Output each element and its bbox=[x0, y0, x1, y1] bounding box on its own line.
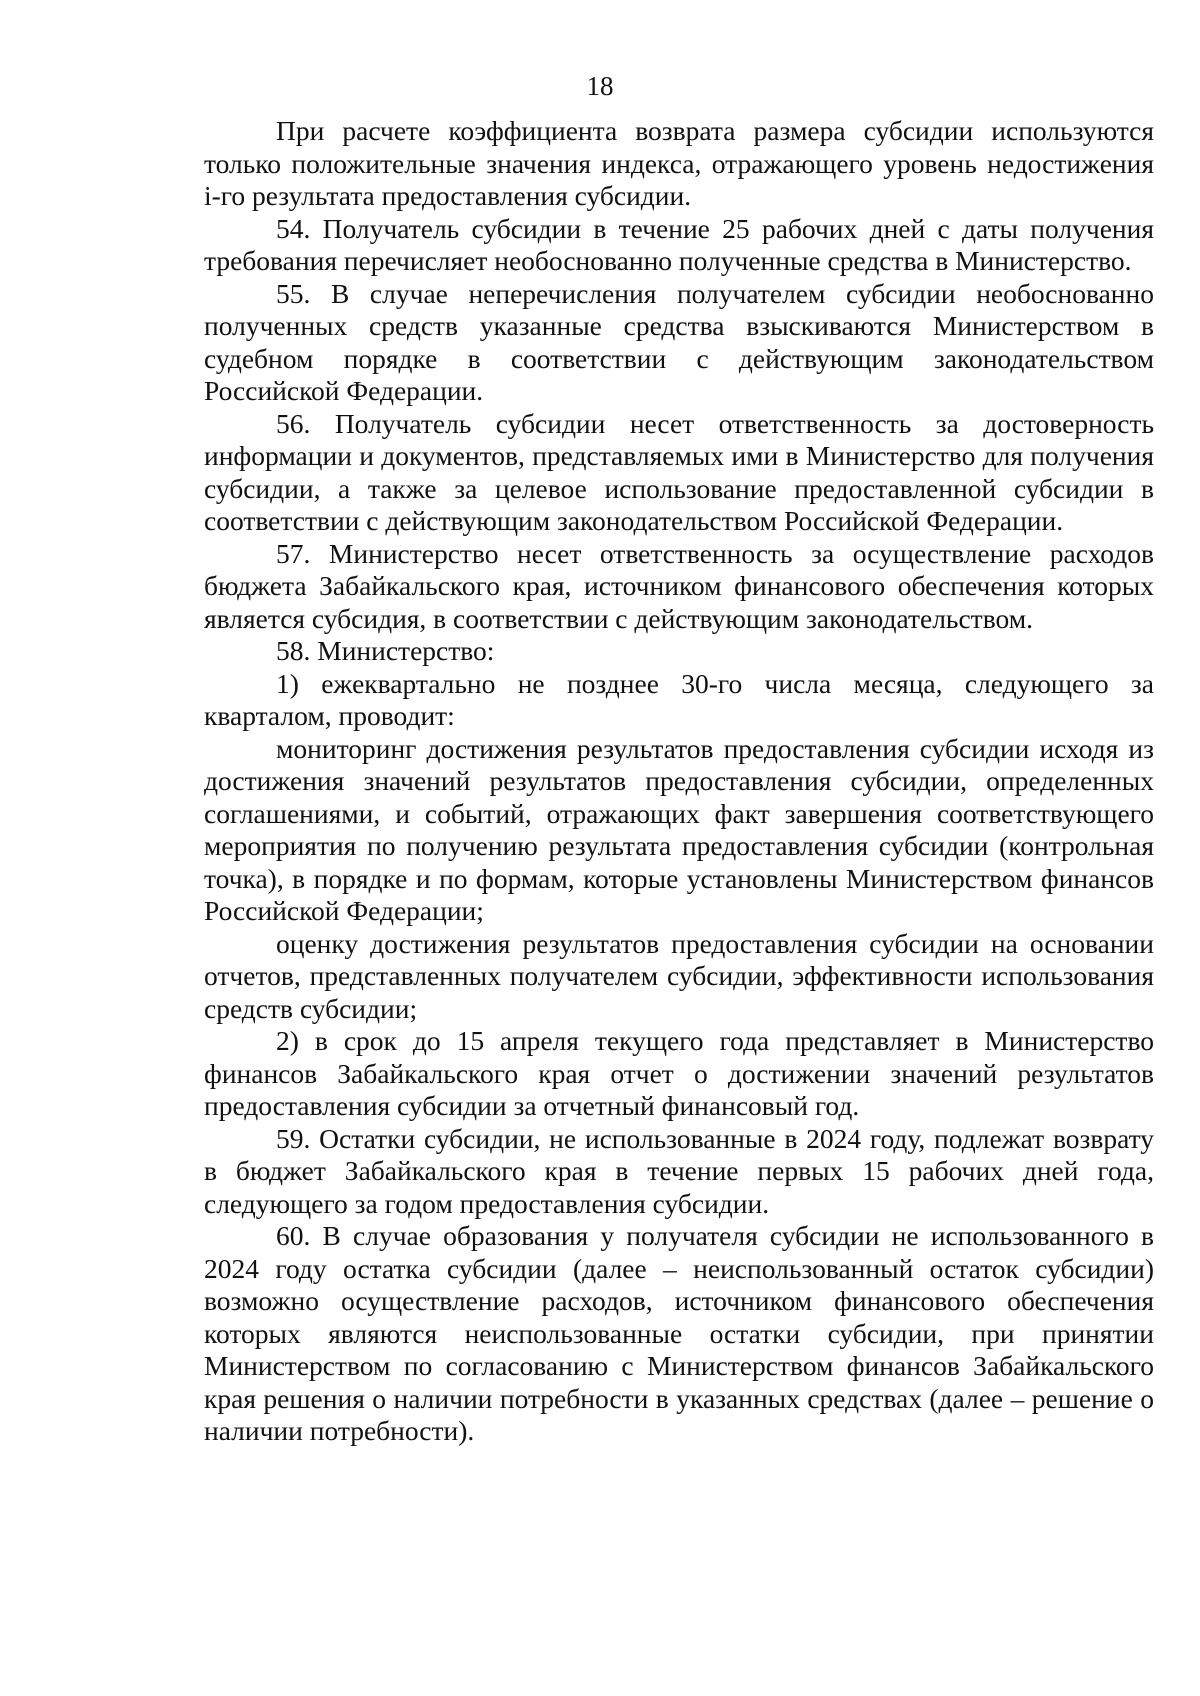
paragraph-58: 58. Министерство: bbox=[276, 635, 495, 666]
paragraph-58-item-2: 2) в срок до 15 апреля текущего года представляет в Министерство финансов Забайкальского края отчет о достижении значений результатов предоставления субсидии за отчетный финансовый год. bbox=[204, 1025, 1154, 1121]
paragraph-54: 54. Получатель субсидии в течение 25 рабочих дней с даты получения требования перечисляет необоснованно полученные средства в Министерство. bbox=[204, 212, 1154, 276]
document-body bbox=[204, 115, 1154, 1448]
paragraph-57: 57. Министерство несет ответственность за осуществление расходов бюджета Забайкальского края, источником финансового обеспечения которых является субсидия, в соответствии с действующим законодательством. bbox=[204, 537, 1154, 634]
paragraph-60: 60. В случае образования у получателя субсидии не использованного в 2024 году остатка субсидии (далее – неиспользованный остаток субсидии) возможно осуществление расходов, источником финансового обеспечения которых являются неиспользованные остатки субсидии, при принятии Министерством по согласованию с Министерством финансов Забайкальского края решения о наличии потребности в указанных средствах (далее – решение о наличии потребности). bbox=[204, 1220, 1154, 1446]
paragraph-assessment: оценку достижения результатов предоставления субсидии на основании отчетов, представленных получателем субсидии, эффективности использования средств субсидии; bbox=[204, 927, 1154, 1024]
paragraph-monitoring: мониторинг достижения результатов предоставления субсидии исходя из достижения значений результатов предоставления субсидии, определенных соглашениями, и событий, отражающих факт завершения соответствующего мероприятия по получению результата предоставления субсидии (контрольная точка), в порядке и по формам, которые установлены Министерством финансов Российской Федерации; bbox=[204, 732, 1154, 926]
paragraph-coefficient-note: При расчете коэффициента возврата размера субсидии используются только положительные значения индекса, отражающего уровень недостижения i-го результата предоставления субсидии. bbox=[204, 115, 1154, 211]
paragraph-56: 56. Получатель субсидии несет ответственность за достоверность информации и документов, представляемых ими в Министерство для получения субсидии, а также за целевое использование предоставленной субсидии в соответствии с действующим законодательством Российской Федерации. bbox=[204, 407, 1154, 536]
paragraph-59: 59. Остатки субсидии, не использованные в 2024 году, подлежат возврату в бюджет Забайкальского края в течение первых 15 рабочих дней года, следующего за годом предоставления субсидии. bbox=[204, 1122, 1154, 1219]
page-number: 18 bbox=[586, 71, 614, 101]
paragraph-55: 55. В случае неперечисления получателем субсидии необоснованно полученных средств указанные средства взыскиваются Министерством в судебном порядке в соответствии с действующим законодательством Российской Федерации. bbox=[204, 277, 1154, 406]
paragraph-58-item-1: 1) ежеквартально не позднее 30-го числа месяца, следующего за кварталом, проводит: bbox=[204, 667, 1154, 731]
